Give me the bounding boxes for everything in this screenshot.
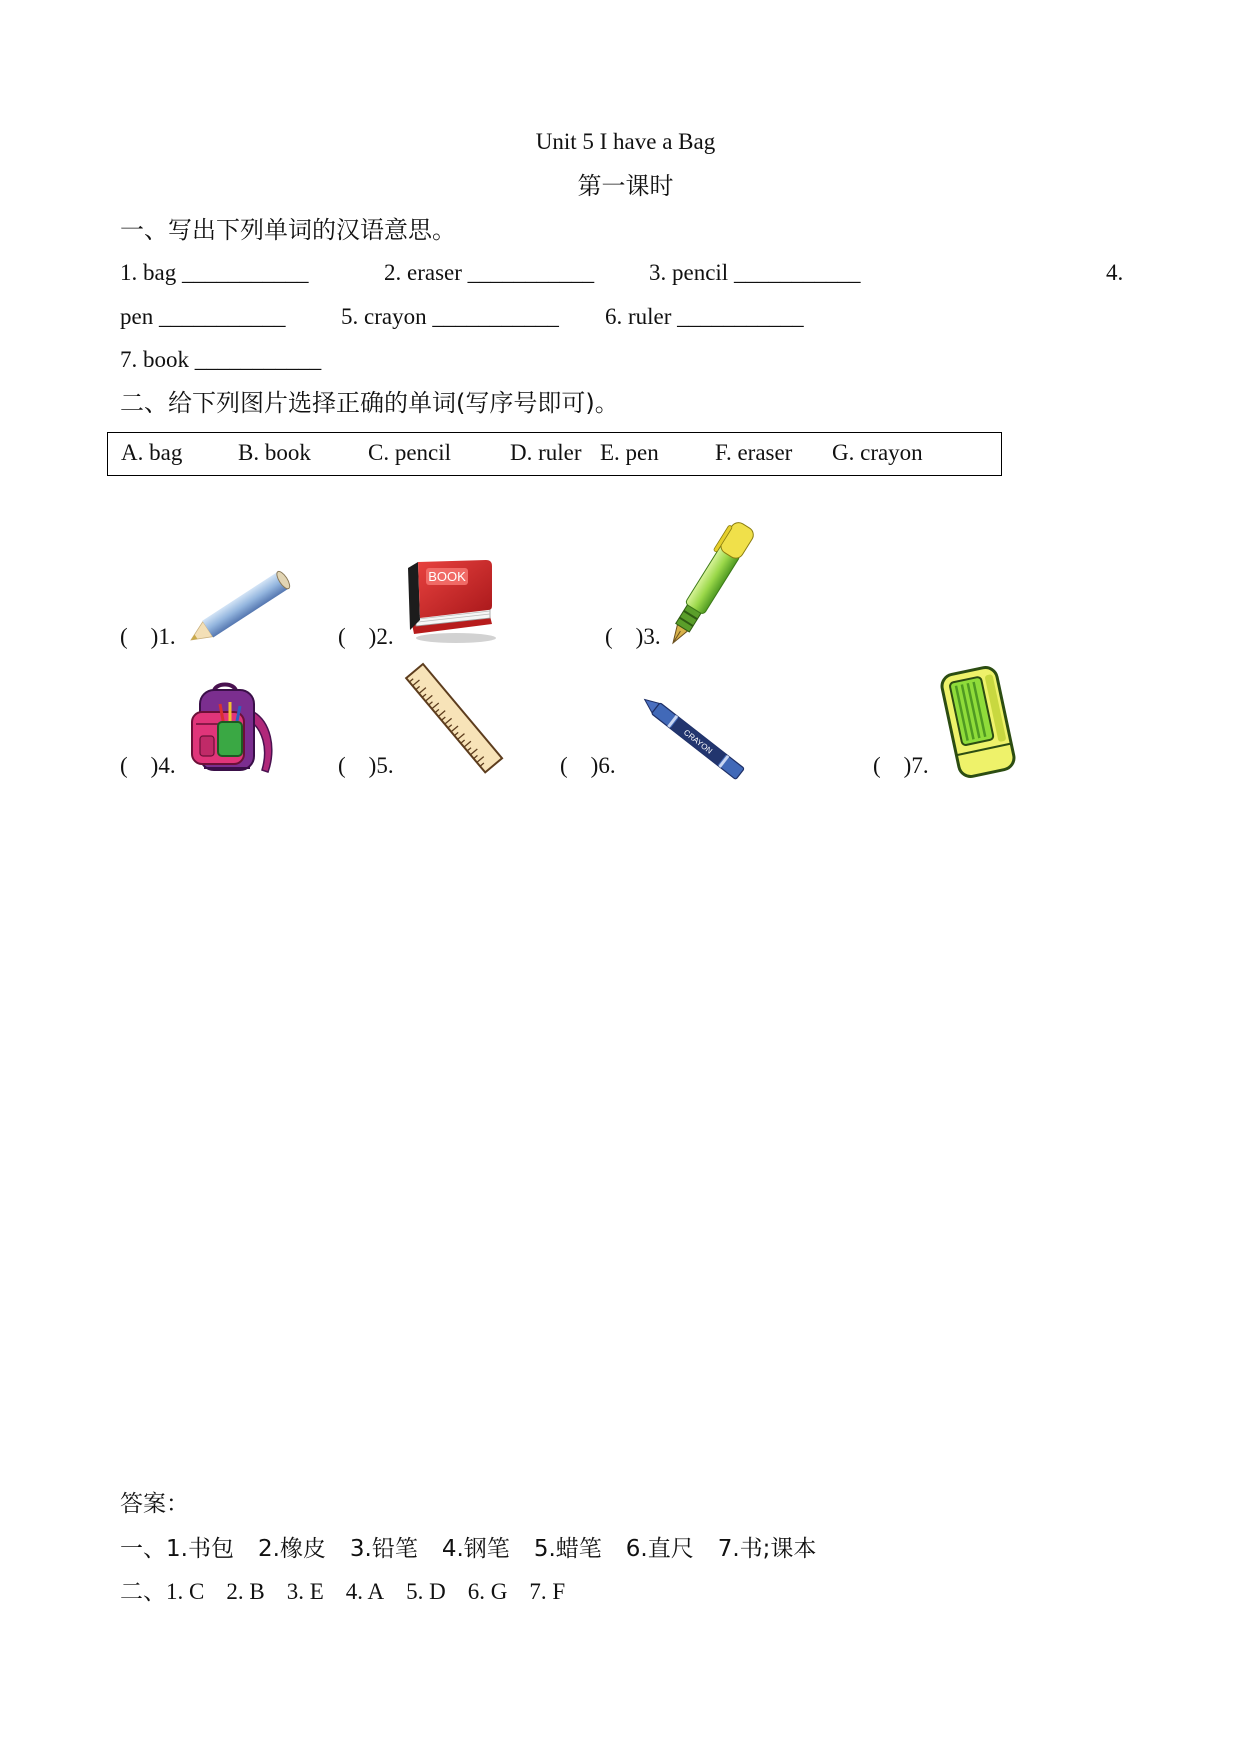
eraser-icon: [936, 662, 1020, 782]
answers-part2-prefix: 二、: [120, 1579, 166, 1605]
answers-part1: [120, 1535, 840, 1563]
question-5-label: ( )5.: [338, 753, 394, 778]
answers-heading: 答案：: [120, 1491, 189, 1517]
book-cover-lettering: BOOK: [428, 569, 466, 584]
answer-item: 5.蜡笔: [533, 1536, 602, 1562]
vocab-item-7: 7. book ___________: [120, 347, 322, 372]
question-4-label: ( )4.: [120, 753, 176, 778]
option-b: B. book: [238, 440, 311, 465]
vocab-item-4-number: 4.: [1106, 260, 1124, 285]
crayon-icon: [639, 692, 747, 784]
answer-item: 3. E: [286, 1579, 324, 1604]
answers-part1-prefix: 一、: [120, 1536, 166, 1562]
section1-heading: 一、写出下列单词的汉语意思。: [120, 216, 456, 244]
lesson-subtitle: 第一课时: [577, 172, 674, 200]
option-a: A. bag: [121, 440, 183, 465]
answer-item: 5. D: [406, 1579, 446, 1604]
question-1-label: ( )1.: [120, 624, 176, 649]
option-e: E. pen: [600, 440, 659, 465]
answer-item: 2. B: [226, 1579, 265, 1604]
answer-item: 4.钢笔: [441, 1536, 510, 1562]
vocab-item-1: 1. bag ___________: [120, 260, 309, 285]
answer-item: 7. F: [529, 1579, 566, 1604]
question-2-label: ( )2.: [338, 624, 394, 649]
worksheet-title: Unit 5 I have a Bag: [535, 129, 716, 154]
vocab-item-6: 6. ruler ___________: [605, 304, 804, 329]
word-options-box: [107, 432, 1002, 476]
answer-item: 4. A: [345, 1579, 385, 1604]
vocab-item-2: 2. eraser ___________: [384, 260, 595, 285]
vocab-item-4: pen ___________: [120, 304, 286, 329]
answer-item: 3.铅笔: [349, 1536, 418, 1562]
answer-item: 1. C: [166, 1579, 205, 1604]
option-f: F. eraser: [715, 440, 793, 465]
option-d: D. ruler: [510, 440, 582, 465]
question-7-label: ( )7.: [873, 753, 929, 778]
backpack-icon: [184, 680, 282, 778]
pencil-icon: [186, 560, 298, 646]
option-c: C. pencil: [368, 440, 452, 465]
section2-heading: 二、给下列图片选择正确的单词(写序号即可)。: [120, 389, 619, 417]
answer-item: 7.书;课本: [717, 1536, 817, 1562]
vocab-item-3: 3. pencil ___________: [649, 260, 861, 285]
option-g: G. crayon: [832, 440, 923, 465]
book-icon: [406, 558, 498, 646]
answer-item: 6.直尺: [625, 1536, 694, 1562]
question-6-label: ( )6.: [560, 753, 616, 778]
crayon-lettering: CRAYON: [681, 727, 714, 756]
question-3-label: ( )3.: [605, 624, 661, 649]
answers-part2: [120, 1578, 587, 1606]
answer-item: 6. G: [467, 1579, 508, 1604]
answer-item: 2.橡皮: [257, 1536, 326, 1562]
pen-icon: [667, 516, 759, 650]
vocab-item-5: 5. crayon ___________: [341, 304, 559, 329]
ruler-icon: [404, 662, 506, 776]
answer-item: 1.书包: [166, 1536, 234, 1562]
